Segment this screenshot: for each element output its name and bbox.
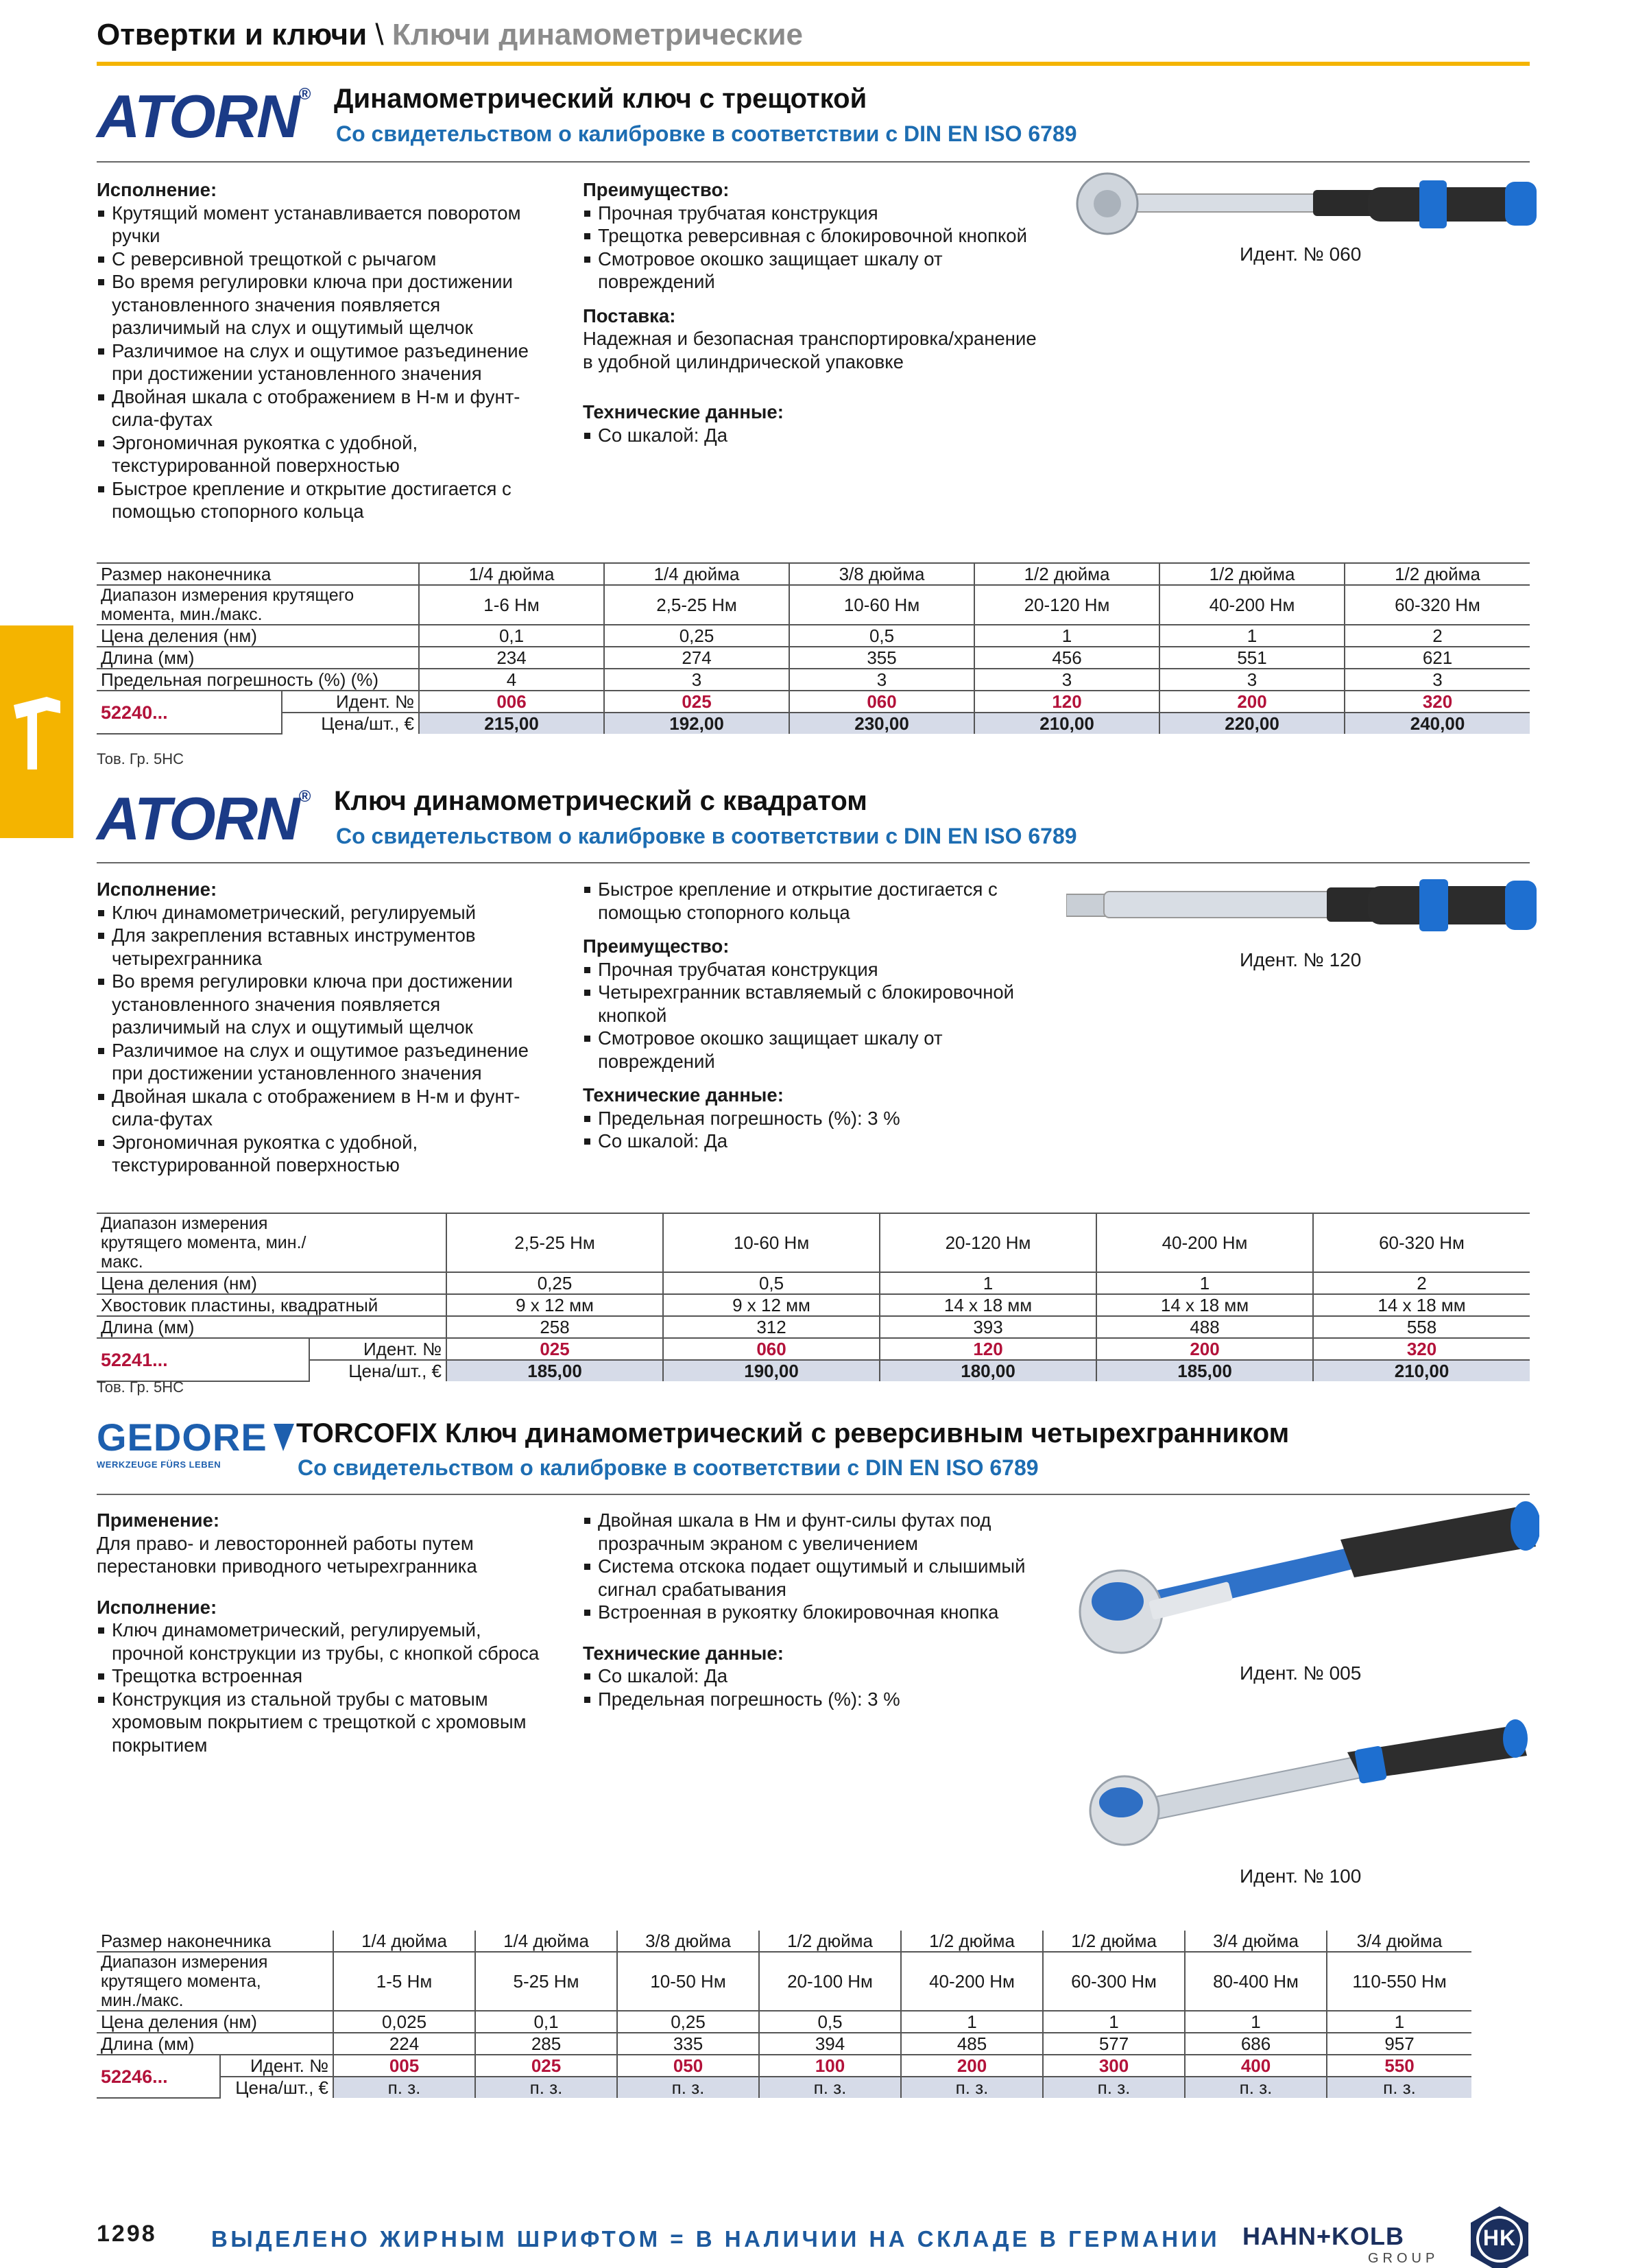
article-number: 52246... [97,2055,220,2098]
list-item: Со шкалой: Да [583,1664,1049,1688]
price-row: Цена/шт., € 215,00 192,00 230,00 210,00 220,00 240,00 [97,713,1530,734]
ratchet-wrench-image [1066,168,1539,243]
section-2-spec-table [97,1213,1530,1382]
price-row: Цена/шт., € п. з. п. з. п. з. п. з. п. з. п. з. п. з. п. з. [97,2077,1471,2098]
list-item: Быстрое крепление и открытие достигается с помощью стопорного кольца [97,477,549,523]
list-item: Смотровое окошко защищает шкалу от повреждений [583,1027,1049,1073]
tech-list [583,1107,1049,1153]
table-row: Длина (мм) 258 312 393 488 558 [97,1316,1530,1338]
section-3-details [583,1509,1049,1710]
article-number: 52241... [97,1338,309,1381]
table-row: Длина (мм) 234 274 355 456 551 621 [97,647,1530,669]
section-1-title: Динамометрический ключ с трещоткой [334,84,867,114]
square-drive-wrench-image [1066,871,1539,940]
section-1-subtitle: Со свидетельством о калибровке в соответствии с DIN EN ISO 6789 [336,121,1077,146]
section-2-features [97,878,549,1177]
list-item: Для закрепления вставных инструментов четырехгранника [97,924,549,970]
advantages-heading: Преимущество: [583,179,730,200]
table-row: Хвостовик пластины, квадратный 9 x 12 мм 9 x 12 мм 14 x 18 мм 14 x 18 мм 14 x 18 мм [97,1294,1530,1316]
tech-heading: Технические данные: [583,1642,784,1664]
section-1-spec-table [97,562,1530,735]
section-1-features [97,178,549,523]
ident-caption: Идент. № 100 [1240,1865,1362,1887]
list-item: Двойная шкала с отображением в Н-м и фунт-сила-футах [97,385,549,431]
gedore-arrow-icon [274,1424,294,1451]
ident-row: 52246... Идент. № 005 025 050 100 200 300 400 550 [97,2055,1471,2077]
supply-heading: Поставка: [583,305,676,326]
list-item: Смотровое окошко защищает шкалу от повреждений [583,248,1049,294]
section-3-rule [97,1494,1530,1495]
product-group: Тов. Гр. 5HC [97,750,184,767]
tech-list [583,424,1049,447]
gedore-logo: GEDORE WERKZEUGE FÜRS LEBEN [97,1418,296,1473]
advantages-list [583,202,1049,294]
table-row: Диапазон измерения крутящего момента, мин./макс. 1-6 Нм 2,5-25 Нм 10-60 Нм 20-120 Нм 40-200 Нм 60-320 Нм [97,585,1530,625]
list-item: Различимое на слух и ощутимое разъединение при достижении установленного значения [97,339,549,385]
application-text: Для право- и левосторонней работы путем перестановки приводного четырехгранника [97,1532,477,1577]
table-row: Цена деления (нм) 0,25 0,5 1 1 2 [97,1272,1530,1294]
section-3-spec-table [97,1931,1471,2099]
features-list [97,901,549,1177]
torcofix-wrench-image [1066,1499,1539,1656]
section-3-features [97,1509,549,1756]
footer-slogan: ВЫДЕЛЕНО ЖИРНЫМ ШРИФТОМ = В НАЛИЧИИ НА СКЛАДЕ В ГЕРМАНИИ [211,2226,1220,2252]
table-row: Размер наконечника 1/4 дюйма 1/4 дюйма 3/8 дюйма 1/2 дюйма 1/2 дюйма 1/2 дюйма 3/4 дюйма 3/4 дюйма [97,1931,1471,1952]
list-item: Во время регулировки ключа при достижении установленного значения появляется различимый на слух и ощутимый щелчок [97,270,549,339]
list-item: Прочная трубчатая конструкция [583,958,1049,981]
list-item: С реверсивной трещоткой с рычагом [97,248,549,271]
table-row: Диапазон измерения крутящего момента, мин./макс. 1-5 Нм 5-25 Нм 10-50 Нм 20-100 Нм 40-200 Нм 60-300 Нм 80-400 Нм 110-550 Нм [97,1952,1471,2011]
list-item: Различимое на слух и ощутимое разъединение при достижении установленного значения [97,1039,549,1085]
product-group: Тов. Гр. 5HC [97,1378,184,1396]
table-row: Размер наконечника 1/4 дюйма 1/4 дюйма 3/8 дюйма 1/2 дюйма 1/2 дюйма 1/2 дюйма [97,563,1530,585]
list-item: Предельная погрешность (%): 3 % [583,1688,1049,1711]
section-2-rule [97,862,1530,863]
list-item: Быстрое крепление и открытие достигается с помощью стопорного кольца [583,878,1049,924]
list-item: Со шкалой: Да [583,424,1049,447]
ident-row: 52241... Идент. № 025 060 120 200 320 [97,1338,1530,1360]
page-number: 1298 [97,2221,157,2247]
side-category-tab [0,625,73,838]
torcofix-wrench-image [1066,1715,1539,1852]
hammer-icon [10,693,64,774]
section-1-rule [97,161,1530,163]
features-heading: Исполнение: [97,879,217,900]
list-item: Четырехгранник вставляемый с блокировочной кнопкой [583,981,1049,1027]
table-row: Цена деления (нм) 0,1 0,25 0,5 1 1 2 [97,625,1530,647]
section-1-advantages [583,178,1049,446]
list-item: Во время регулировки ключа при достижении установленного значения появляется различимый на слух и ощутимый щелчок [97,970,549,1039]
header-rule [97,62,1530,66]
section-3-subtitle: Со свидетельством о калибровке в соответствии с DIN EN ISO 6789 [298,1455,1039,1480]
list-item: Трещотка встроенная [97,1664,549,1688]
ident-caption: Идент. № 005 [1240,1662,1362,1684]
price-row: Цена/шт., € 185,00 190,00 180,00 185,00 210,00 [97,1360,1530,1381]
table-row: Цена деления (нм) 0,025 0,1 0,25 0,5 1 1 1 1 [97,2011,1471,2033]
header-category: Отвертки и ключи [97,18,368,51]
section-2-subtitle: Со свидетельством о калибровке в соответствии с DIN EN ISO 6789 [336,824,1077,848]
features-list [97,202,549,523]
company-name: HAHN+KOLB [1242,2222,1405,2250]
list-item: Система отскока подает ощутимый и слышимый сигнал срабатывания [583,1555,1049,1601]
features-heading: Исполнение: [97,179,217,200]
tech-list [583,1664,1049,1710]
section-3-title: TORCOFIX Ключ динамометрический с реверсивным четырехгранником [296,1418,1290,1448]
section-2-title: Ключ динамометрический с квадратом [334,786,867,816]
tech-heading: Технические данные: [583,401,784,422]
header-subcategory: Ключи динамометрические [392,18,804,51]
article-number: 52240... [97,691,282,734]
header-separator: \ [375,18,384,51]
list-item: Эргономичная рукоятка с удобной, текстурированной поверхностью [97,431,549,477]
section-2-advantages [583,878,1049,1153]
features-list-cont [583,878,1049,924]
tech-heading: Технические данные: [583,1084,784,1106]
list-item: Эргономичная рукоятка с удобной, текстурированной поверхностью [97,1131,549,1177]
ident-caption: Идент. № 060 [1240,243,1362,265]
list-item: Ключ динамометрический, регулируемый [97,901,549,924]
list-item: Ключ динамометрический, регулируемый, прочной конструкции из трубы, с кнопкой сброса [97,1619,549,1664]
list-item: Трещотка реверсивная с блокировочной кнопкой [583,224,1049,248]
page-header [97,18,803,52]
list-item: Прочная трубчатая конструкция [583,202,1049,225]
atorn-logo: ATORN® [97,82,310,150]
table-row: Диапазон измерения крутящего момента, мин./макс. 2,5-25 Нм 10-60 Нм 20-120 Нм 40-200 Нм 60-320 Нм [97,1213,1530,1272]
features-list-cont [583,1509,1049,1624]
list-item: Встроенная в рукоятку блокировочная кнопка [583,1601,1049,1624]
application-heading: Применение: [97,1509,219,1531]
advantages-list [583,958,1049,1073]
advantages-heading: Преимущество: [583,935,730,957]
list-item: Со шкалой: Да [583,1130,1049,1153]
list-item: Двойная шкала с отображением в Н-м и фунт-сила-футах [97,1085,549,1131]
hahn-kolb-logo: HK [1465,2205,1534,2268]
list-item: Предельная погрешность (%): 3 % [583,1107,1049,1130]
list-item: Двойная шкала в Нм и фунт-силы футах под прозрачным экраном с увеличением [583,1509,1049,1555]
table-row: Предельная погрешность (%) (%) 4 3 3 3 3 3 [97,669,1530,691]
list-item: Конструкция из стальной трубы с матовым хромовым покрытием с трещоткой с хромовым покрытием [97,1688,549,1757]
table-row: Длина (мм) 224 285 335 394 485 577 686 957 [97,2033,1471,2055]
supply-text: Надежная и безопасная транспортировка/хранение в удобной цилиндрической упаковке [583,328,1037,372]
list-item: Крутящий момент устанавливается поворотом ручки [97,202,549,248]
ident-caption: Идент. № 120 [1240,949,1362,970]
features-heading: Исполнение: [97,1596,217,1618]
company-group: GROUP [1368,2251,1439,2266]
features-list [97,1619,549,1756]
ident-row: 52240... Идент. № 006 025 060 120 200 320 [97,691,1530,713]
atorn-logo: ATORN® [97,785,310,852]
